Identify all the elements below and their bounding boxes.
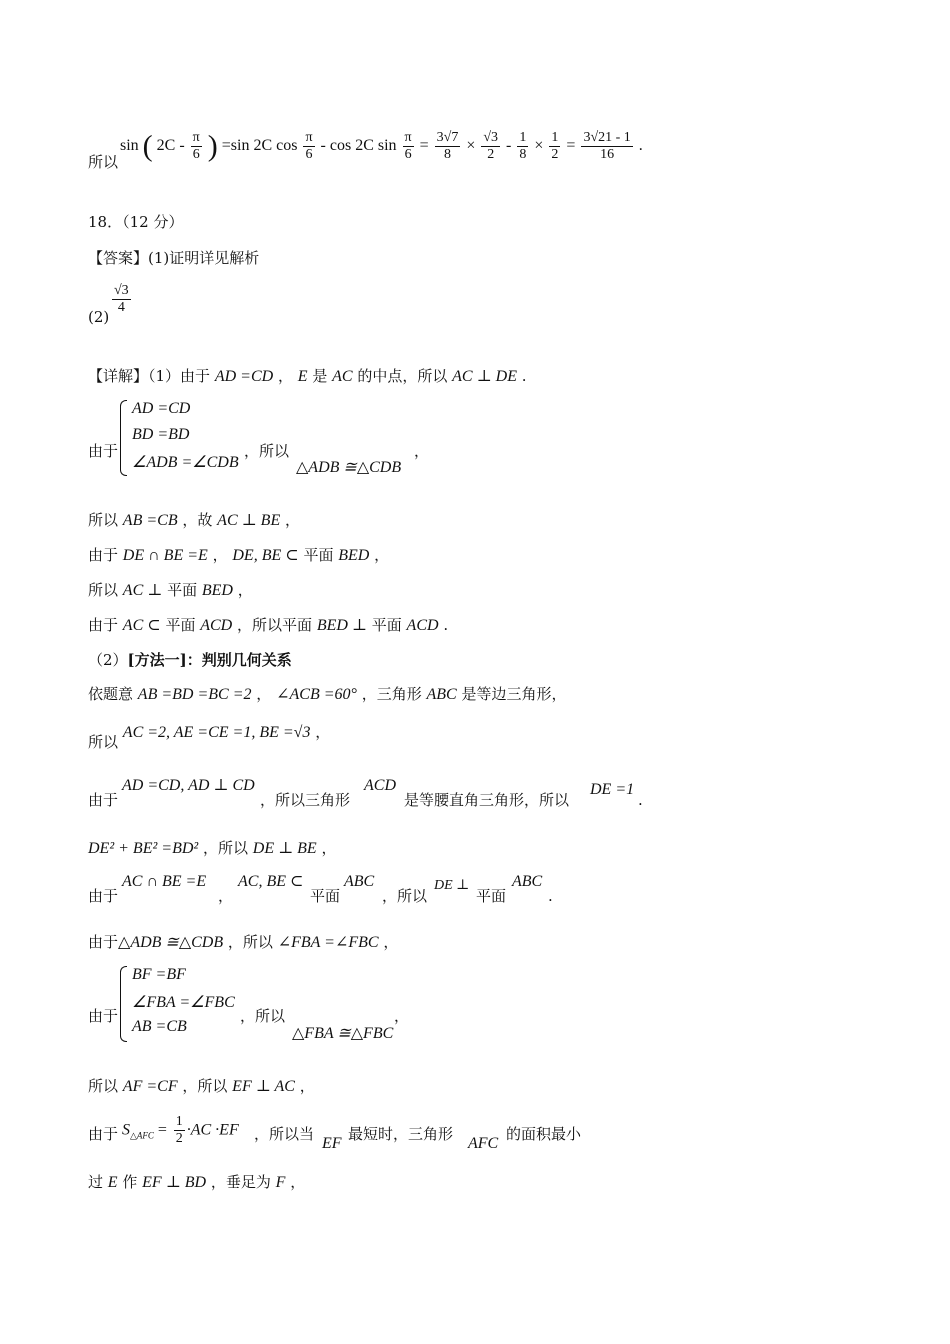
text: 最短时，三角形 bbox=[348, 1125, 454, 1143]
text: ， bbox=[218, 887, 234, 905]
detail-line-3 bbox=[88, 510, 300, 531]
minus-cos-text: - cos 2C sin bbox=[320, 137, 397, 155]
frac-num: 1 bbox=[551, 130, 559, 145]
text: 是 bbox=[312, 367, 328, 385]
text: 由于 bbox=[88, 887, 119, 905]
math: ABC bbox=[426, 686, 457, 703]
system-1 bbox=[120, 400, 250, 476]
sin-text: sin bbox=[120, 137, 139, 155]
minus-sign: - bbox=[506, 137, 516, 155]
frac-den: 6 bbox=[305, 147, 313, 162]
system-line: BD =BD bbox=[132, 426, 190, 443]
text: ，垂足为 bbox=[210, 1173, 271, 1191]
frac-1-2 bbox=[174, 1114, 185, 1147]
frac-num: 3√21 - 1 bbox=[583, 130, 631, 145]
math: EF bbox=[322, 1135, 342, 1152]
text: （2） bbox=[88, 651, 128, 669]
frac-den: 8 bbox=[519, 147, 527, 162]
text: 由于 bbox=[88, 546, 119, 564]
brace-icon bbox=[120, 966, 127, 1042]
text: ， bbox=[256, 685, 272, 703]
system-2-suffix: ，所以 bbox=[240, 1007, 286, 1025]
math: AC ⊥ BE bbox=[217, 512, 281, 529]
math: ABC bbox=[344, 873, 375, 890]
math: AB =BD =BC =2 bbox=[137, 686, 252, 703]
text: ，所以当 bbox=[254, 1125, 315, 1143]
frac-den: 16 bbox=[600, 147, 615, 162]
eq2-text: = bbox=[419, 137, 429, 155]
system-1-suffix: ，所以 bbox=[244, 442, 290, 460]
system-1-prefix: 由于 bbox=[88, 442, 119, 460]
paren-open: ( bbox=[142, 129, 153, 163]
system-line: ∠ADB =∠CDB bbox=[132, 454, 239, 471]
part2-line-4 bbox=[88, 838, 336, 859]
period: . bbox=[638, 137, 643, 155]
system-2 bbox=[120, 966, 250, 1042]
math: DE ⊥ BE bbox=[252, 840, 317, 857]
math: F bbox=[275, 1174, 286, 1191]
text: 由于 bbox=[88, 933, 119, 951]
text: 所以 bbox=[88, 511, 119, 529]
detail-line-6 bbox=[88, 615, 448, 636]
formula-prefix: 所以 bbox=[88, 153, 119, 171]
text: 平面 bbox=[303, 546, 334, 564]
detail-line-4 bbox=[88, 545, 389, 566]
frac-num: 3√7 bbox=[436, 130, 459, 145]
math: E bbox=[107, 1174, 118, 1191]
text: ，故 bbox=[182, 511, 213, 529]
text: ，所以三角形 bbox=[260, 791, 351, 809]
math: AF =CF bbox=[122, 1078, 178, 1095]
frac-3sqrt7-8 bbox=[435, 130, 461, 163]
detail-line-5 bbox=[88, 580, 253, 601]
pi-over-6-frac-3 bbox=[403, 130, 414, 163]
text: ，所以 bbox=[227, 933, 273, 951]
math: DE ∩ BE =E bbox=[122, 547, 208, 564]
math: AC ∩ BE =E bbox=[122, 873, 207, 890]
math: DE =1 bbox=[590, 781, 635, 798]
text: ， bbox=[315, 723, 331, 741]
system-2-result: △FBA ≅△FBC bbox=[292, 1025, 394, 1042]
text: 由于 bbox=[88, 791, 119, 809]
system-1-result: △ADB ≅△CDB bbox=[296, 459, 402, 476]
subscript: △AFC bbox=[130, 1130, 154, 1141]
text: ， bbox=[237, 581, 253, 599]
math: ACD bbox=[364, 777, 396, 794]
math: DE, BE ⊂ bbox=[232, 547, 299, 564]
text: . bbox=[521, 367, 527, 385]
text: 平面 bbox=[167, 581, 198, 599]
text: 的面积最小 bbox=[506, 1125, 582, 1143]
frac-num: π bbox=[305, 130, 313, 145]
math: = bbox=[153, 1121, 167, 1139]
area-expr bbox=[122, 1114, 239, 1147]
text: . bbox=[638, 791, 643, 809]
math: EF ⊥ BD bbox=[142, 1174, 207, 1191]
system-line: AD =CD bbox=[132, 400, 191, 417]
answer-part2-frac bbox=[112, 283, 131, 316]
text: ， bbox=[290, 1173, 306, 1191]
times-sign: × bbox=[466, 137, 476, 155]
inner-text: 2C - bbox=[156, 137, 189, 155]
math: ·AC ·EF bbox=[186, 1121, 239, 1139]
text: ， bbox=[277, 367, 293, 385]
text: 所以 bbox=[88, 733, 119, 751]
frac-num: 1 bbox=[519, 130, 527, 145]
text: 作 bbox=[122, 1173, 138, 1191]
system-2-prefix: 由于 bbox=[88, 1007, 119, 1025]
math: △ADB ≅△CDB bbox=[118, 934, 224, 951]
detail-line-1 bbox=[88, 366, 527, 387]
math: AFC bbox=[468, 1135, 499, 1152]
text: 由于 bbox=[88, 1125, 119, 1143]
frac-num: 1 bbox=[175, 1114, 183, 1129]
frac-den: 6 bbox=[192, 147, 200, 162]
frac-num: π bbox=[404, 130, 412, 145]
text: ， bbox=[374, 546, 390, 564]
text: 依题意 bbox=[88, 685, 134, 703]
text: . bbox=[443, 616, 449, 634]
text: 所以 bbox=[88, 581, 119, 599]
math: AC bbox=[332, 368, 353, 385]
math: AC ⊂ bbox=[122, 617, 161, 634]
system-2-end: ， bbox=[394, 1007, 410, 1025]
text: 平面 bbox=[476, 887, 507, 905]
frac-den: 8 bbox=[443, 147, 451, 162]
answer-part1: 【答案】(1)证明详见解析 bbox=[88, 249, 260, 267]
frac-sqrt3-2 bbox=[481, 130, 500, 163]
math: BED bbox=[201, 582, 233, 599]
formula-body bbox=[120, 130, 643, 163]
frac-1-8 bbox=[517, 130, 528, 163]
text: ，所以平面 bbox=[237, 616, 313, 634]
part2-line-10 bbox=[88, 1172, 305, 1193]
text: . bbox=[548, 887, 553, 905]
math: ACD bbox=[200, 617, 233, 634]
frac-num: √3 bbox=[114, 283, 129, 298]
part2-line-1 bbox=[88, 684, 567, 705]
frac-den: 2 bbox=[487, 147, 495, 162]
eq3-text: = bbox=[566, 137, 576, 155]
answer-part2-label: (2) bbox=[88, 308, 110, 326]
math: ∠FBA =∠FBC bbox=[277, 934, 379, 951]
math: AD =CD bbox=[214, 368, 274, 385]
math: AD =CD, AD ⊥ CD bbox=[122, 777, 255, 794]
math: EF ⊥ AC bbox=[232, 1078, 295, 1095]
text: ， bbox=[285, 511, 301, 529]
text: 过 bbox=[88, 1173, 104, 1191]
frac-num: π bbox=[192, 130, 200, 145]
frac-result bbox=[581, 130, 632, 163]
system-1-end: ， bbox=[414, 442, 430, 460]
text: ， bbox=[212, 546, 228, 564]
math: ACD bbox=[406, 617, 439, 634]
times-sign-2: × bbox=[534, 137, 544, 155]
text: ，三角形 bbox=[361, 685, 422, 703]
text: 平面 bbox=[371, 616, 402, 634]
math: AC =2, AE =CE =1, BE =√3 bbox=[122, 724, 311, 741]
math: AC, BE ⊂ bbox=[238, 873, 304, 890]
eq1-text: =sin 2C cos bbox=[221, 137, 298, 155]
pi-over-6-frac-2 bbox=[303, 130, 314, 163]
math: S bbox=[122, 1121, 130, 1139]
text: 所以 bbox=[88, 1077, 119, 1095]
frac-den: 2 bbox=[175, 1131, 183, 1146]
brace-icon bbox=[120, 400, 127, 476]
method-title: [方法一]：判别几何关系 bbox=[127, 651, 292, 669]
text: ， bbox=[383, 933, 399, 951]
part2-line-8 bbox=[88, 1076, 315, 1097]
question-heading: 18．（12 分） bbox=[88, 213, 184, 231]
text: ，所以 bbox=[182, 1077, 228, 1095]
math: DE² + BE² =BD² bbox=[88, 840, 199, 857]
frac-num: √3 bbox=[483, 130, 499, 145]
frac-1-2 bbox=[549, 130, 560, 163]
math: AC ⊥ DE bbox=[452, 368, 517, 385]
pi-over-6-frac bbox=[191, 130, 202, 163]
part2-heading bbox=[88, 650, 292, 670]
frac-den: 2 bbox=[551, 147, 559, 162]
text: ， bbox=[299, 1077, 315, 1095]
math: E bbox=[297, 368, 308, 385]
math: AC ⊥ bbox=[122, 582, 163, 599]
system-line: AB =CB bbox=[132, 1018, 187, 1035]
text: 由于 bbox=[88, 616, 119, 634]
math: BED bbox=[338, 547, 370, 564]
math: ∠ACB =60° bbox=[276, 686, 357, 703]
text: 【详解】（1）由于 bbox=[88, 367, 211, 385]
part2-line-2 bbox=[88, 722, 331, 751]
frac-den: 4 bbox=[117, 300, 125, 315]
system-line: ∠FBA =∠FBC bbox=[132, 994, 235, 1011]
text: 的中点，所以 bbox=[357, 367, 448, 385]
math: ABC bbox=[512, 873, 543, 890]
math: AB =CB bbox=[122, 512, 178, 529]
math: BED ⊥ bbox=[316, 617, 367, 634]
text: ，所以 bbox=[382, 887, 428, 905]
math: DE ⊥ bbox=[434, 878, 470, 893]
text: 是等边三角形， bbox=[461, 685, 567, 703]
system-line: BF =BF bbox=[132, 966, 186, 983]
paren-close: ) bbox=[207, 129, 218, 163]
text: ， bbox=[321, 839, 337, 857]
text: ，所以 bbox=[202, 839, 248, 857]
text: 平面 bbox=[310, 887, 341, 905]
text: 平面 bbox=[165, 616, 196, 634]
frac-den: 6 bbox=[404, 147, 412, 162]
text: 是等腰直角三角形，所以 bbox=[404, 791, 570, 809]
part2-line-6 bbox=[88, 932, 398, 953]
